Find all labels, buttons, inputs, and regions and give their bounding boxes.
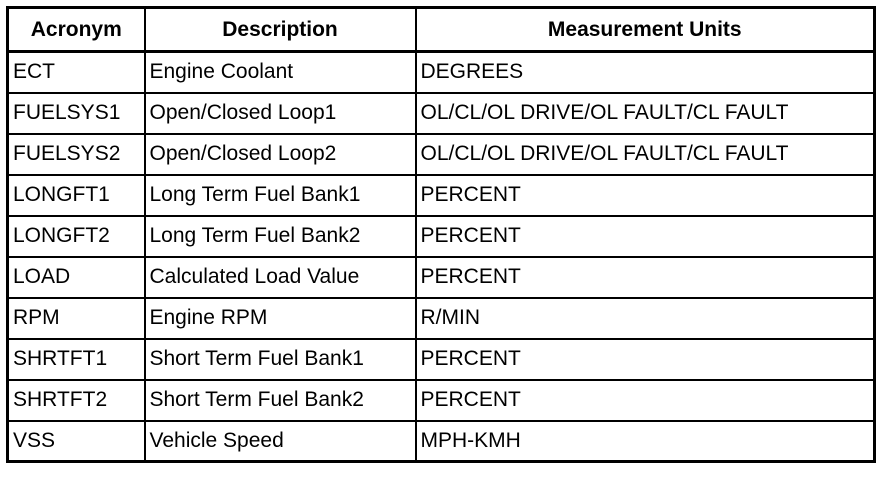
- cell-description: Engine Coolant: [145, 52, 416, 93]
- cell-description: Engine RPM: [145, 298, 416, 339]
- cell-description: Open/Closed Loop2: [145, 134, 416, 175]
- cell-measurement-units: PERCENT: [416, 257, 875, 298]
- cell-acronym: SHRTFT2: [8, 380, 145, 421]
- table-row: [8, 175, 875, 216]
- table-row: [8, 298, 875, 339]
- table-row: [8, 380, 875, 421]
- cell-acronym: FUELSYS1: [8, 93, 145, 134]
- table-row: [8, 52, 875, 93]
- table-row: [8, 421, 875, 462]
- cell-description: Open/Closed Loop1: [145, 93, 416, 134]
- acronym-table-container: [6, 6, 876, 463]
- cell-measurement-units: PERCENT: [416, 175, 875, 216]
- table-row: [8, 339, 875, 380]
- header-description: Description: [145, 8, 416, 52]
- cell-acronym: LONGFT2: [8, 216, 145, 257]
- cell-description: Long Term Fuel Bank1: [145, 175, 416, 216]
- table-header-row: [8, 8, 875, 52]
- cell-measurement-units: R/MIN: [416, 298, 875, 339]
- cell-measurement-units: OL/CL/OL DRIVE/OL FAULT/CL FAULT: [416, 93, 875, 134]
- cell-measurement-units: PERCENT: [416, 380, 875, 421]
- cell-description: Calculated Load Value: [145, 257, 416, 298]
- cell-acronym: FUELSYS2: [8, 134, 145, 175]
- cell-acronym: SHRTFT1: [8, 339, 145, 380]
- cell-description: Short Term Fuel Bank1: [145, 339, 416, 380]
- table-row: [8, 257, 875, 298]
- table-row: [8, 216, 875, 257]
- cell-description: Vehicle Speed: [145, 421, 416, 462]
- cell-acronym: RPM: [8, 298, 145, 339]
- acronym-table: [6, 6, 876, 463]
- cell-acronym: LONGFT1: [8, 175, 145, 216]
- cell-acronym: LOAD: [8, 257, 145, 298]
- table-row: [8, 134, 875, 175]
- cell-description: Long Term Fuel Bank2: [145, 216, 416, 257]
- cell-measurement-units: MPH-KMH: [416, 421, 875, 462]
- cell-measurement-units: OL/CL/OL DRIVE/OL FAULT/CL FAULT: [416, 134, 875, 175]
- header-acronym: Acronym: [8, 8, 145, 52]
- cell-measurement-units: DEGREES: [416, 52, 875, 93]
- cell-acronym: VSS: [8, 421, 145, 462]
- cell-description: Short Term Fuel Bank2: [145, 380, 416, 421]
- cell-measurement-units: PERCENT: [416, 339, 875, 380]
- cell-acronym: ECT: [8, 52, 145, 93]
- cell-measurement-units: PERCENT: [416, 216, 875, 257]
- header-measurement-units: Measurement Units: [416, 8, 875, 52]
- table-row: [8, 93, 875, 134]
